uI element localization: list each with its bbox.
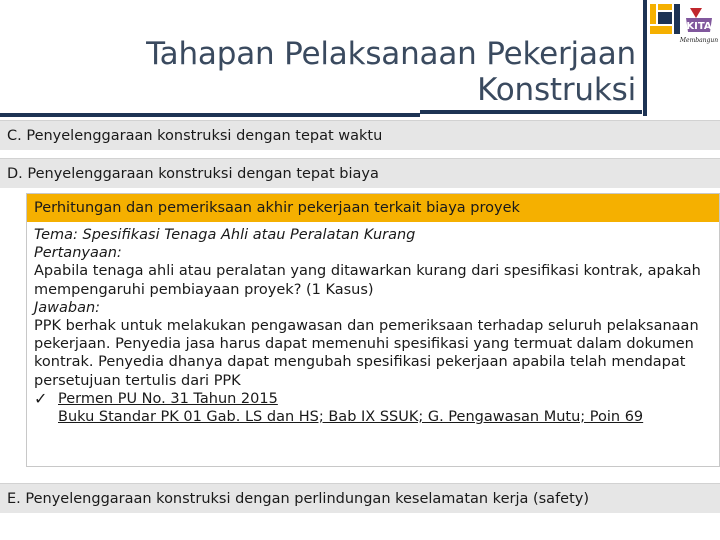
- logo-subtext: Membangun: [679, 37, 718, 44]
- kementerian-pupr-logo-icon: [650, 2, 718, 48]
- title-underline-left: [0, 113, 420, 117]
- slide-title-line-2: Konstruksi: [477, 72, 636, 108]
- jawaban-label: Jawaban:: [34, 299, 101, 316]
- title-underline-right: [420, 110, 642, 114]
- section-d-bar: D. Penyelenggaraan konstruksi dengan tepat biaya: [0, 158, 720, 188]
- panel-header: Perhitungan dan pemeriksaan akhir pekerjaan terkait biaya proyek: [27, 194, 719, 222]
- tema-text: Tema: Spesifikasi Tenaga Ahli atau Peralatan Kurang: [34, 227, 416, 243]
- jawaban-text: PPK berhak untuk melakukan pengawasan dan pemeriksaan terhadap seluruh pelaksanaan pekerjaan. Penyedia jasa harus dapat memenuhi spesifikasi yang termuat dalam dokumen kontrak. Penyedia dhanya dapat mengubah spesifikasi pekerjaan apabila telah mendapat persetujuan tertulis dari PPK: [34, 318, 699, 389]
- panel-body: [27, 222, 719, 426]
- slide-title-line-1: Tahapan Pelaksanaan Pekerjaan: [146, 36, 636, 72]
- pertanyaan-label: Pertanyaan:: [34, 245, 122, 262]
- logo-divider: [643, 0, 647, 116]
- slide-title: [116, 36, 636, 108]
- section-e-bar: E. Penyelenggaraan konstruksi dengan perlindungan keselamatan kerja (safety): [0, 483, 720, 513]
- reference-link-2[interactable]: Buku Standar PK 01 Gab. LS dan HS; Bab IX SSUK; G. Pengawasan Mutu; Poin 69: [58, 409, 644, 426]
- cost-review-panel: [26, 193, 720, 467]
- section-c-bar: C. Penyelenggaraan konstruksi dengan tepat waktu: [0, 120, 720, 150]
- reference-item: [34, 390, 707, 408]
- logo-text: KITA: [686, 21, 712, 32]
- reference-link-1[interactable]: Permen PU No. 31 Tahun 2015: [58, 390, 278, 407]
- checkmark-icon: ✓: [34, 388, 48, 408]
- pertanyaan-text: Apabila tenaga ahli atau peralatan yang ditawarkan kurang dari spesifikasi kontrak, apakah mempengaruhi pembiayaan proyek? (1 Kasus): [34, 263, 701, 298]
